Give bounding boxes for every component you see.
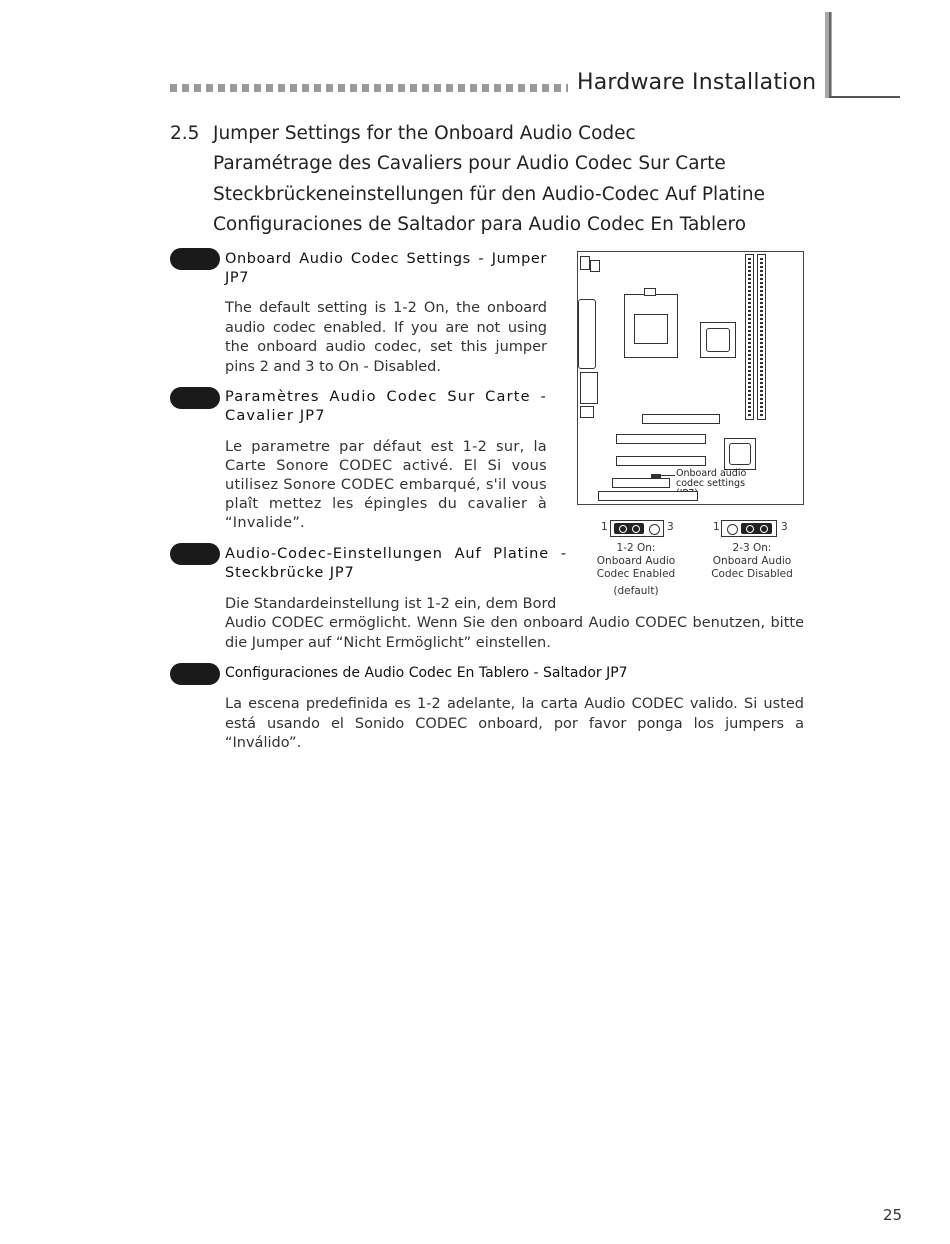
callout-line-1: Onboard audio	[676, 468, 747, 479]
pin-3-label: 3	[667, 521, 674, 533]
jumper-enabled-caption	[586, 542, 686, 598]
section-title-es: Configuraciones de Saltador para Audio Codec En Tablero	[213, 214, 747, 235]
motherboard-diagram	[577, 251, 804, 505]
jumper-pin	[619, 525, 627, 533]
jumper-enabled-block	[610, 520, 664, 537]
pin-3-label: 3	[781, 521, 788, 533]
callout-leader-line	[661, 475, 675, 476]
body-fr: Le parametre par défaut est 1-2 sur, la Carte Sonore CODEC activé. El Si vous utilisez Sonore CODEC embarqué, s'il vous plaît mettez les épingles du cavalier à “Invalide”.	[225, 439, 547, 531]
board-io-port	[578, 299, 596, 369]
page-number: 25	[883, 1206, 903, 1224]
caption-line: Codec Enabled	[596, 568, 676, 580]
pin-1-label: 1	[713, 521, 720, 533]
body-de-line1: Die Standardeinstellung ist 1-2 ein, dem Bord	[225, 596, 557, 612]
corner-mark-line	[829, 12, 831, 98]
board-ide-connector	[598, 491, 698, 501]
caption-line: Onboard Audio	[596, 555, 676, 567]
language-marker-en	[170, 248, 220, 270]
board-cpu-core	[634, 314, 668, 344]
board-io-port	[580, 372, 598, 404]
section-title-fr: Paramétrage des Cavaliers pour Audio Codec Sur Carte	[213, 153, 726, 174]
board-agp-slot	[642, 414, 720, 424]
heading-fr: Paramètres Audio Codec Sur Carte - Cavalier JP7	[225, 389, 547, 424]
header-dotted-rule	[170, 84, 568, 92]
caption-line: 1-2 On:	[616, 542, 656, 554]
corner-mark-horizontal	[829, 96, 900, 98]
board-pci-slot	[616, 434, 706, 444]
language-marker-es	[170, 663, 220, 685]
pin-1-label: 1	[601, 521, 608, 533]
caption-line: 2-3 On:	[732, 542, 772, 554]
board-cpu-lever	[644, 288, 656, 296]
language-marker-de	[170, 543, 220, 565]
board-dimm-pins	[748, 258, 751, 416]
jumper-pin	[727, 524, 738, 535]
default-label: (default)	[613, 585, 659, 597]
section-number: 2.5	[170, 123, 200, 144]
heading-es: Configuraciones de Audio Codec En Tablero - Saltador JP7	[225, 665, 628, 681]
jumper-pin	[746, 525, 754, 533]
caption-line: Onboard Audio	[712, 555, 792, 567]
heading-de: Audio-Codec-Einstellungen Auf Platine - Steckbrücke JP7	[225, 546, 567, 581]
board-io-port	[580, 406, 594, 418]
body-en: The default setting is 1-2 On, the onboard audio codec enabled. If you are not using the onboard audio codec, set this jumper pins 2 and 3 to On - Disabled.	[225, 300, 547, 375]
heading-en: Onboard Audio Codec Settings - Jumper JP7	[225, 251, 547, 286]
board-pci-slot	[612, 478, 670, 488]
section-title-en: Jumper Settings for the Onboard Audio Codec	[213, 123, 636, 144]
jumper-pin	[649, 524, 660, 535]
header-title: Hardware Installation	[577, 70, 817, 95]
board-connector	[580, 256, 590, 270]
board-chipset-die	[706, 328, 730, 352]
jumper-pin	[760, 525, 768, 533]
caption-line: Codec Disabled	[711, 568, 793, 580]
board-dimm-pins	[760, 258, 763, 416]
board-pci-slot	[616, 456, 706, 466]
jumper-disabled-block	[721, 520, 777, 537]
section-title-de: Steckbrückeneinstellungen für den Audio-Codec Auf Platine	[213, 184, 766, 205]
language-marker-fr	[170, 387, 220, 409]
jumper-disabled-caption	[702, 542, 802, 581]
board-connector	[590, 260, 600, 272]
jumper-pin	[632, 525, 640, 533]
body-de-rest: Audio CODEC ermöglicht. Wenn Sie den onboard Audio CODEC benutzen, bitte die Jumper auf “Nicht Ermöglicht” einstellen.	[225, 615, 804, 651]
board-southbridge-die	[729, 443, 751, 465]
body-es: La escena predefinida es 1-2 adelante, la carta Audio CODEC valido. Si usted está usando el Sonido CODEC onboard, por favor ponga los jumpers a “Inválido”.	[225, 696, 804, 751]
callout-line-2: codec settings	[676, 478, 746, 489]
board-jp7-jumper	[651, 474, 661, 478]
